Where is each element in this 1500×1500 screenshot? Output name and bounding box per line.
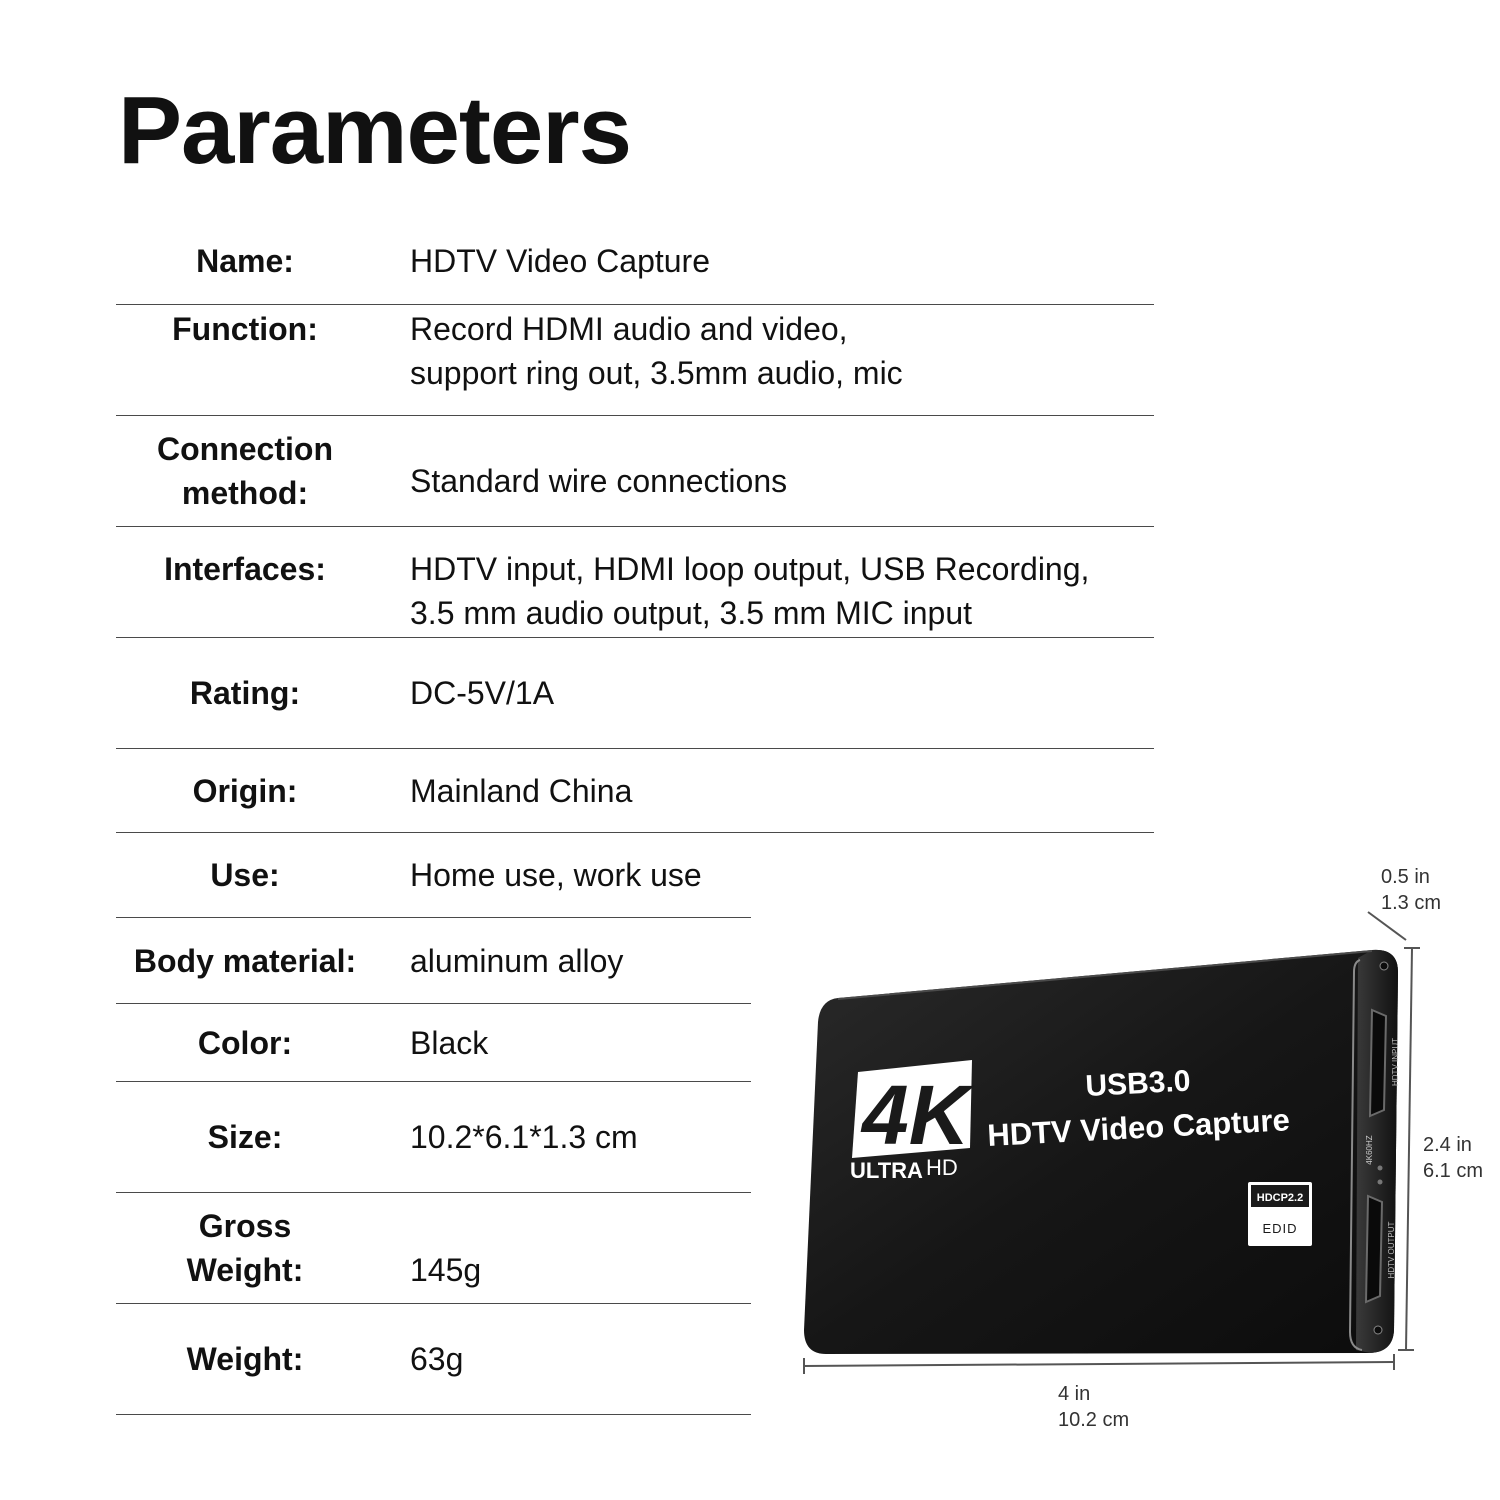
spec-row-interfaces [116, 527, 1154, 638]
spec-row-rating [116, 638, 1154, 749]
spec-value: Mainland China [410, 772, 633, 809]
spec-row-weight [116, 1304, 751, 1415]
screw-icon [1374, 1326, 1382, 1334]
spec-value: Record HDMI audio and video, support ring out, 3.5mm audio, mic [410, 311, 903, 391]
edid-label: EDID [1262, 1221, 1298, 1236]
spec-row-gross-weight [116, 1193, 751, 1304]
spec-row-body-material [116, 918, 751, 1004]
spec-label: Name: [196, 243, 294, 279]
spec-row-name [116, 218, 1154, 305]
switch-label: 4K60HZ [1365, 1135, 1374, 1165]
spec-label: Gross Weight: [186, 1208, 304, 1288]
spec-label: Connection method: [157, 431, 333, 511]
spec-value: 63g [410, 1341, 464, 1377]
port-input-label: HDTV INPUT [1391, 1038, 1400, 1086]
spec-label: Size: [207, 1119, 283, 1155]
spec-label: Interfaces: [164, 551, 326, 587]
spec-value: DC-5V/1A [410, 675, 555, 711]
dimension-length: 4 in 10.2 cm [1058, 1383, 1130, 1431]
page-title: Parameters [118, 77, 632, 184]
badge-4k: 4K [862, 1068, 970, 1162]
spec-row-color [116, 1004, 751, 1082]
dimension-height: 2.4 in 6.1 cm [1423, 1134, 1484, 1182]
badge-hd: HD [926, 1155, 958, 1180]
hdcp-edid-badge [1248, 1182, 1312, 1246]
hdcp-label: HDCP2.2 [1256, 1192, 1304, 1204]
spec-row-connection-method [116, 416, 1154, 527]
spec-value: 145g [410, 1252, 482, 1288]
spec-row-function [116, 305, 1154, 416]
spec-value: 10.2*6.1*1.3 cm [410, 1119, 638, 1155]
spec-label: Weight: [186, 1341, 304, 1377]
spec-label: Function: [172, 311, 318, 347]
spec-label: Rating: [189, 675, 301, 711]
usb-label: USB3.0 [1084, 1064, 1192, 1103]
badge-ultra: ULTRA [850, 1158, 923, 1183]
port-output-label: HDTV OUTPUT [1387, 1221, 1396, 1279]
product-image [780, 860, 1500, 1450]
spec-label: Color: [197, 1024, 293, 1061]
led-icon [1378, 1180, 1383, 1185]
spec-row-size [116, 1082, 751, 1193]
led-icon [1378, 1166, 1383, 1171]
spec-value: HDTV input, HDMI loop output, USB Recording, 3.5 mm audio output, 3.5 mm MIC input [410, 551, 1090, 631]
spec-value: Standard wire connections [410, 463, 788, 499]
dimension-thickness: 0.5 in 1.3 cm [1381, 866, 1442, 914]
spec-row-origin [116, 749, 1154, 833]
device-name-label: HDTV Video Capture [986, 1102, 1291, 1153]
spec-value: Black [410, 1024, 489, 1061]
spec-label: Origin: [192, 772, 298, 809]
spec-label: Use: [210, 857, 280, 893]
4k-ultrahd-logo [850, 1060, 975, 1183]
spec-row-use [116, 833, 751, 918]
screw-icon [1380, 962, 1388, 970]
spec-value: HDTV Video Capture [410, 243, 710, 279]
spec-label: Body material: [133, 942, 357, 979]
spec-value: aluminum alloy [410, 942, 624, 979]
spec-value: Home use, work use [410, 857, 702, 893]
